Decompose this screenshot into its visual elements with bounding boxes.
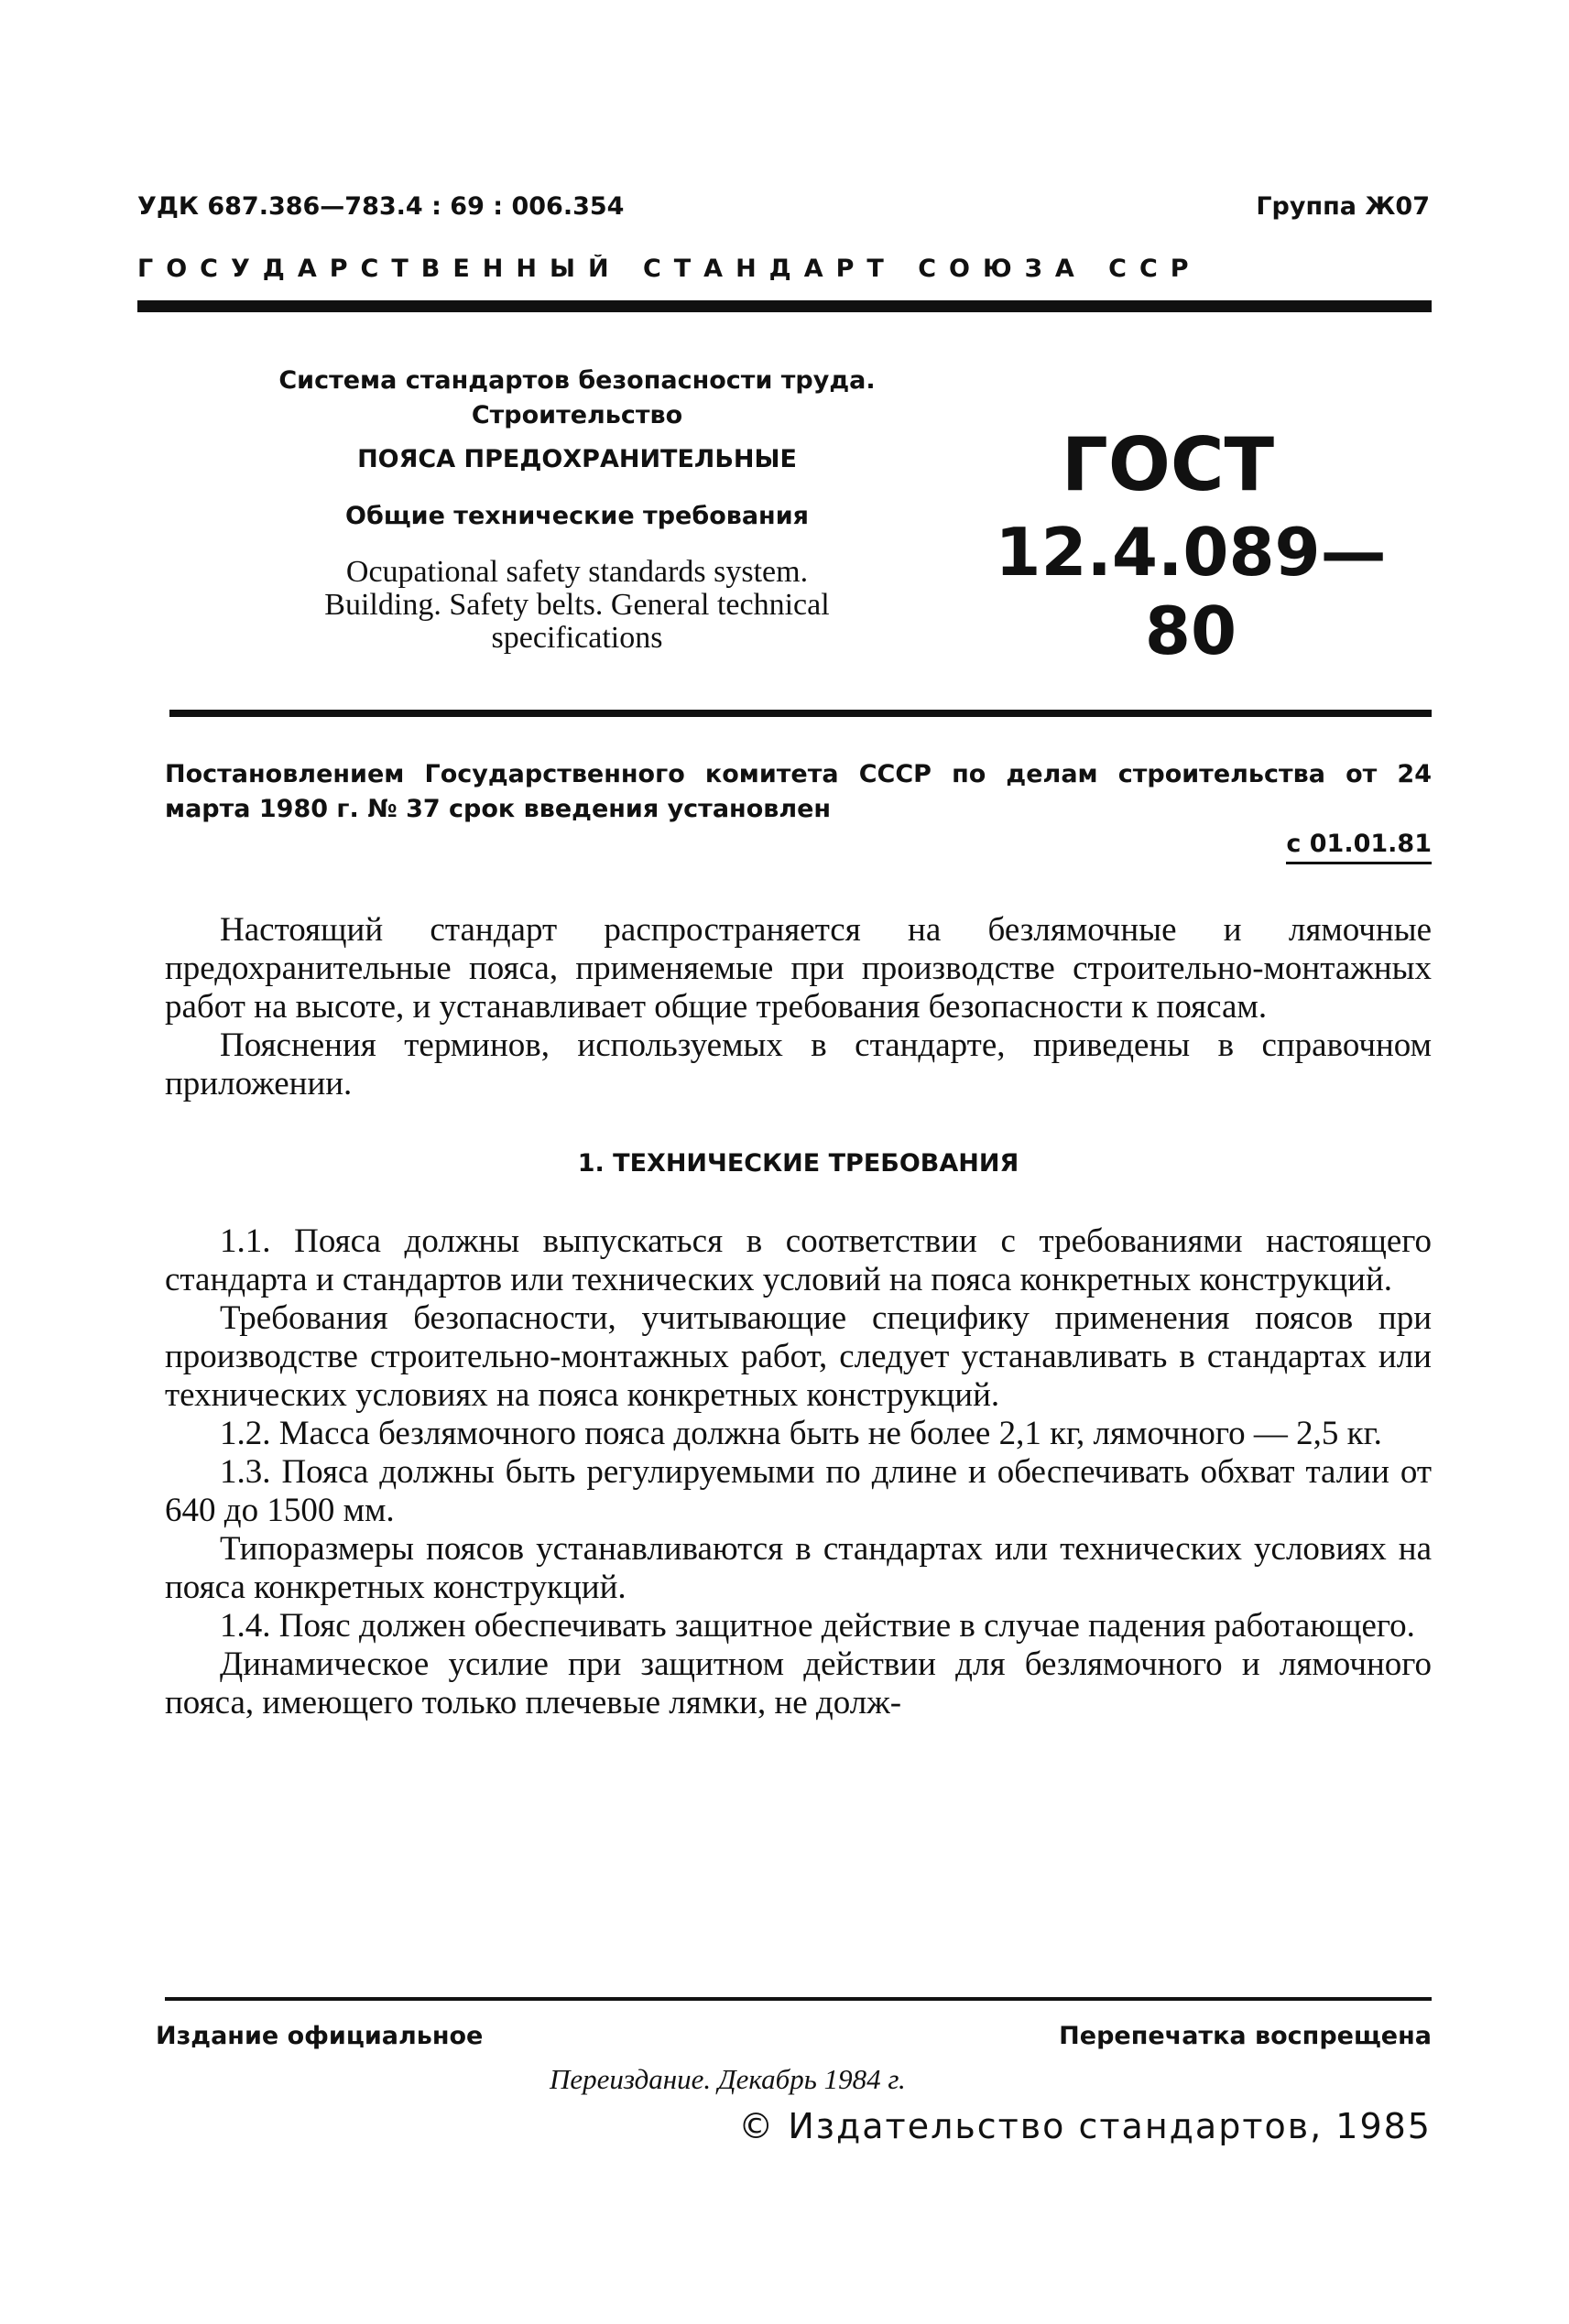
copyright-line: © Издательство стандартов, 1985 [738, 2106, 1432, 2146]
system-line: Система стандартов безопасности труда. [278, 366, 876, 395]
gost-label: ГОСТ [1061, 422, 1275, 507]
subsystem-line: Строительство [471, 401, 683, 429]
top-rule [137, 300, 1432, 312]
general-requirements-title: Общие технические требования [345, 502, 809, 530]
reissue-note: Переиздание. Декабрь 1984 г. [550, 2063, 906, 2095]
effective-date [1286, 830, 1432, 858]
standards-system-title [247, 364, 907, 433]
state-standard-title: ГОСУДАРСТВЕННЫЙ СТАНДАРТ СОЮЗА ССР [137, 255, 1202, 283]
english-line-1: Ocupational safety standards system. [345, 555, 809, 589]
product-title: ПОЯСА ПРЕДОХРАНИТЕЛЬНЫЕ [357, 445, 797, 473]
section-heading: 1. ТЕХНИЧЕСКИЕ ТРЕБОВАНИЯ [577, 1149, 1019, 1178]
english-title [247, 556, 907, 655]
english-line-3: specifications [491, 621, 663, 655]
decree-text: Постановлением Государственного комитета СССР по делам строительства от 24 марта 1980 г. № 37 срок введения установлен [165, 760, 1432, 823]
section-paragraph: 1.1. Пояса должны выпускаться в соответствии с требованиями настоящего стандарта и стандартов или технических условий на пояса конкретных конструкций. [165, 1222, 1432, 1298]
section-paragraph: 1.2. Масса безлямочного пояса должна быть не более 2,1 кг, лямочного — 2,5 кг. [220, 1415, 1382, 1452]
bottom-rule [165, 1997, 1432, 2001]
body-text [165, 911, 1432, 1722]
group-code: Группа Ж07 [1256, 192, 1430, 221]
section-paragraph: Типоразмеры поясов устанавливаются в стандартах или технических условиях на пояса конкретных конструкций. [165, 1530, 1432, 1606]
section-paragraph: Динамическое усилие при защитном действии для безлямочного и лямочного пояса, имеющего только плечевые лямки, не долж- [165, 1645, 1432, 1721]
section-paragraph: 1.3. Пояса должны быть регулируемыми по длине и обеспечивать обхват талии от 640 до 1500 мм. [165, 1453, 1432, 1529]
gost-number: 12.4.089—80 [995, 514, 1387, 669]
official-edition-note: Издание официальное [156, 2022, 484, 2050]
intro-paragraph: Пояснения терминов, используемых в стандарте, приведены в справочном приложении. [165, 1026, 1432, 1102]
reprint-prohibited-note: Перепечатка воспрещена [1059, 2022, 1432, 2050]
section-paragraph: 1.4. Пояс должен обеспечивать защитное действие в случае падения работающего. [220, 1607, 1415, 1645]
middle-rule [169, 710, 1432, 717]
udk-code: УДК 687.386—783.4 : 69 : 006.354 [137, 192, 625, 221]
section-paragraph: Требования безопасности, учитывающие специфику применения поясов при производстве строительно-монтажных работ, следует устанавливать в стандартах или технических условиях на пояса конкретных конструкций. [165, 1299, 1432, 1414]
intro-paragraph: Настоящий стандарт распространяется на безлямочные и лямочные предохранительные пояса, применяемые при производстве строительно-монтажных работ на высоте, и устанавливает общие требования безопасности к поясам. [165, 911, 1432, 1026]
english-line-2: Building. Safety belts. General technical [324, 588, 830, 622]
effective-date-value: с 01.01.81 [1286, 830, 1432, 864]
